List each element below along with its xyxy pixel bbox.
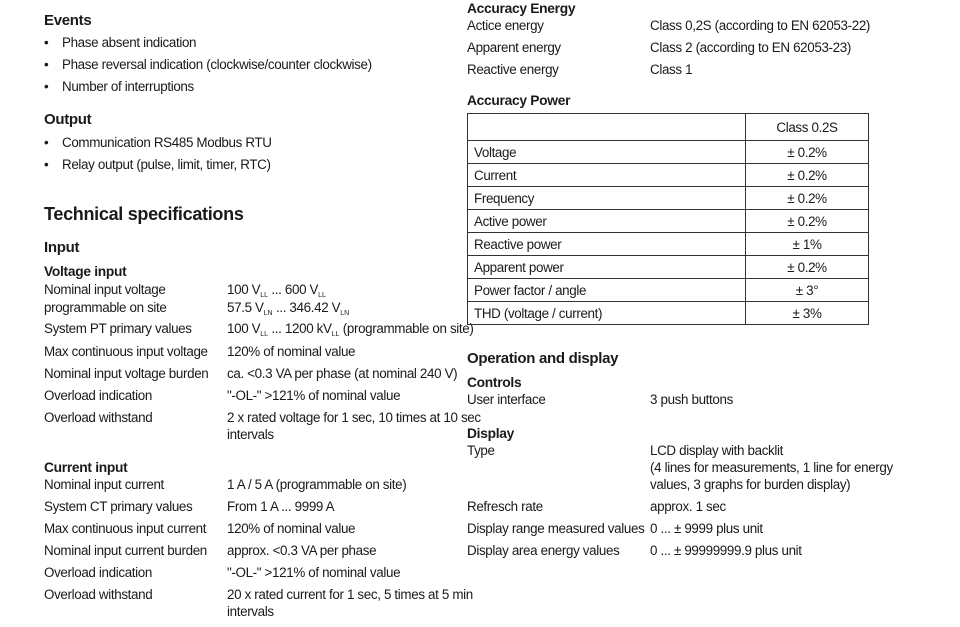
list-item: Number of interruptions <box>62 79 194 94</box>
spec-value-continued: values, 3 graphs for burden display) <box>650 477 851 492</box>
table-cell-value: ± 3° <box>746 279 869 302</box>
events-heading: Events <box>44 12 92 29</box>
operation-display-heading: Operation and display <box>467 350 619 367</box>
table-header-class: Class 0.2S <box>746 114 869 141</box>
spec-value: 100 $V_{LL}$ ... 600 $V_{LL}$ <box>227 282 326 299</box>
accuracy-power-heading: Accuracy Power <box>467 93 571 108</box>
table-cell-label: Power factor / angle <box>468 279 746 302</box>
spec-label: Display range measured values <box>467 521 645 536</box>
spec-label: programmable on site <box>44 300 167 315</box>
spec-value: 57.5 $V_{LN}$ ... 346.42 $V_{LN}$ <box>227 300 350 317</box>
input-heading: Input <box>44 239 80 256</box>
spec-value: Class 2 (according to EN 62053-23) <box>650 40 851 55</box>
list-item: Phase reversal indication (clockwise/counter clockwise) <box>62 57 372 72</box>
spec-label: Nominal input voltage burden <box>44 366 209 381</box>
table-cell-label: Active power <box>468 210 746 233</box>
display-heading: Display <box>467 426 514 441</box>
table-cell-value: ± 0.2% <box>746 187 869 210</box>
spec-label: Nominal input current burden <box>44 543 207 558</box>
accuracy-energy-heading: Accuracy Energy <box>467 1 576 16</box>
spec-value-continued: intervals <box>227 604 274 619</box>
table-cell-value: ± 0.2% <box>746 141 869 164</box>
table-row <box>468 233 869 256</box>
table-row <box>468 256 869 279</box>
spec-value: "-OL-" >121% of nominal value <box>227 565 401 580</box>
spec-label: Nominal input voltage <box>44 282 166 297</box>
spec-label: User interface <box>467 392 546 407</box>
controls-table <box>467 392 887 412</box>
table-cell-label: Current <box>468 164 746 187</box>
table-cell-label: Apparent power <box>468 256 746 279</box>
spec-label: Display area energy values <box>467 543 620 558</box>
spec-value-continued: (4 lines for measurements, 1 line for energy <box>650 460 893 475</box>
table-header-empty <box>468 114 746 141</box>
table-header-row <box>468 114 869 141</box>
table-cell-label: Frequency <box>468 187 746 210</box>
table-cell-value: ± 0.2% <box>746 210 869 233</box>
current-input-heading: Current input <box>44 460 128 475</box>
accuracy-power-table <box>467 113 869 325</box>
spec-value: 100 $V_{LL}$ ... 1200 $kV_{LL}$ (programmable on site) <box>227 321 474 338</box>
spec-label: Max continuous input current <box>44 521 207 536</box>
output-heading: Output <box>44 111 92 128</box>
bullet: • <box>44 57 49 72</box>
list-item: Communication RS485 Modbus RTU <box>62 135 272 150</box>
spec-label: Type <box>467 443 495 458</box>
bullet: • <box>44 35 49 50</box>
spec-value: Class 0,2S (according to EN 62053-22) <box>650 18 871 33</box>
table-cell-value: ± 0.2% <box>746 256 869 279</box>
spec-value: 120% of nominal value <box>227 521 356 536</box>
spec-label: Reactive energy <box>467 62 559 77</box>
spec-value: 0 ... ± 99999999.9 plus unit <box>650 543 802 558</box>
spec-label: Nominal input current <box>44 477 164 492</box>
table-cell-label: THD (voltage / current) <box>468 302 746 325</box>
spec-value: approx. <0.3 VA per phase <box>227 543 377 558</box>
spec-label: System CT primary values <box>44 499 193 514</box>
spec-value: LCD display with backlit <box>650 443 783 458</box>
spec-label: Max continuous input voltage <box>44 344 208 359</box>
table-cell-label: Voltage <box>468 141 746 164</box>
table-row <box>468 279 869 302</box>
spec-value: 120% of nominal value <box>227 344 356 359</box>
controls-heading: Controls <box>467 375 522 390</box>
table-cell-value: ± 1% <box>746 233 869 256</box>
spec-label: System PT primary values <box>44 321 192 336</box>
current-input-table <box>44 477 473 622</box>
spec-label: Overload indication <box>44 388 152 403</box>
spec-value: 3 push buttons <box>650 392 733 407</box>
voltage-input-table <box>44 282 481 442</box>
table-row <box>468 210 869 233</box>
table-row <box>468 164 869 187</box>
accuracy-energy-table <box>467 18 887 84</box>
spec-value: Class 1 <box>650 62 693 77</box>
spec-label: Overload withstand <box>44 587 153 602</box>
spec-value-continued: intervals <box>227 427 274 442</box>
spec-value: "-OL-" >121% of nominal value <box>227 388 401 403</box>
spec-label: Actice energy <box>467 18 544 33</box>
spec-value: 0 ... ± 9999 plus unit <box>650 521 763 536</box>
bullet: • <box>44 135 49 150</box>
display-table <box>467 443 893 568</box>
technical-specifications-title: Technical specifications <box>44 204 244 224</box>
list-item: Relay output (pulse, limit, timer, RTC) <box>62 157 271 172</box>
list-item: Phase absent indication <box>62 35 197 50</box>
table-row <box>468 141 869 164</box>
spec-value: approx. 1 sec <box>650 499 726 514</box>
table-row <box>468 187 869 210</box>
spec-value: 1 A / 5 A (programmable on site) <box>227 477 407 492</box>
spec-label: Overload withstand <box>44 410 153 425</box>
spec-value: 20 x rated current for 1 sec, 5 times at 5 min <box>227 587 473 602</box>
bullet: • <box>44 157 49 172</box>
spec-value: From 1 A ... 9999 A <box>227 499 335 514</box>
table-cell-value: ± 3% <box>746 302 869 325</box>
spec-label: Apparent energy <box>467 40 561 55</box>
spec-label: Refresch rate <box>467 499 543 514</box>
table-row <box>468 302 869 325</box>
spec-value: ca. <0.3 VA per phase (at nominal 240 V) <box>227 366 458 381</box>
spec-value: 2 x rated voltage for 1 sec, 10 times at 10 sec <box>227 410 481 425</box>
bullet: • <box>44 79 49 94</box>
table-cell-label: Reactive power <box>468 233 746 256</box>
table-cell-value: ± 0.2% <box>746 164 869 187</box>
voltage-input-heading: Voltage input <box>44 264 127 279</box>
spec-label: Overload indication <box>44 565 152 580</box>
